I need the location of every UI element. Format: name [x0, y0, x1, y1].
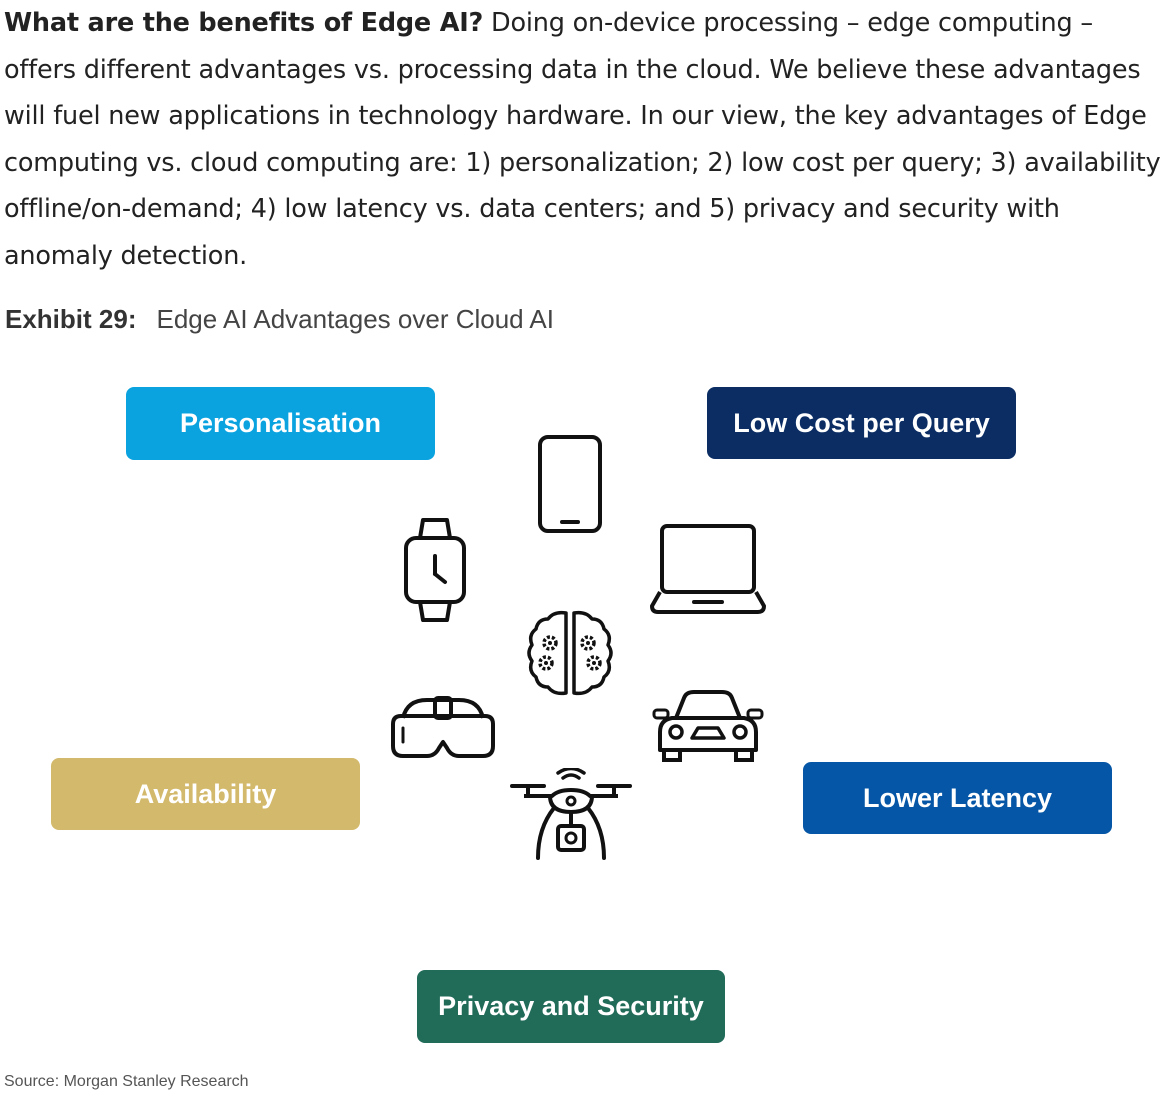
source-note: Source: Morgan Stanley Research	[4, 1073, 249, 1090]
intro-body: Doing on-device processing – edge computing – offers different advantages vs. processing data in the cloud. We believe these advantages will fuel new applications in technology hardware. In our view, the key advantages of Edge computing vs. cloud computing are: 1) personalization; 2) low cost per query; 3) availability offline/on-demand; 4) low latency vs. data centers; and 5) privacy and security with anomaly detection.	[4, 8, 1161, 271]
availability-box: Availability	[51, 758, 360, 830]
brain-gears-icon	[524, 607, 616, 699]
laptop-icon	[650, 522, 766, 616]
smartphone-icon	[536, 434, 604, 534]
exhibit-title: Edge AI Advantages over Cloud AI	[156, 304, 554, 334]
intro-paragraph	[4, 0, 1161, 280]
drone-icon	[510, 768, 632, 864]
personalisation-box: Personalisation	[126, 387, 435, 460]
lower-latency-box: Lower Latency	[803, 762, 1112, 834]
car-icon	[650, 688, 766, 766]
exhibit-caption	[5, 304, 554, 335]
vr-headset-icon	[387, 694, 499, 764]
low-cost-per-query-box: Low Cost per Query	[707, 387, 1016, 459]
privacy-and-security-box: Privacy and Security	[417, 970, 725, 1043]
smartwatch-icon	[402, 516, 468, 624]
exhibit-label: Exhibit 29:	[5, 304, 137, 334]
intro-lead: What are the benefits of Edge AI?	[4, 8, 484, 38]
